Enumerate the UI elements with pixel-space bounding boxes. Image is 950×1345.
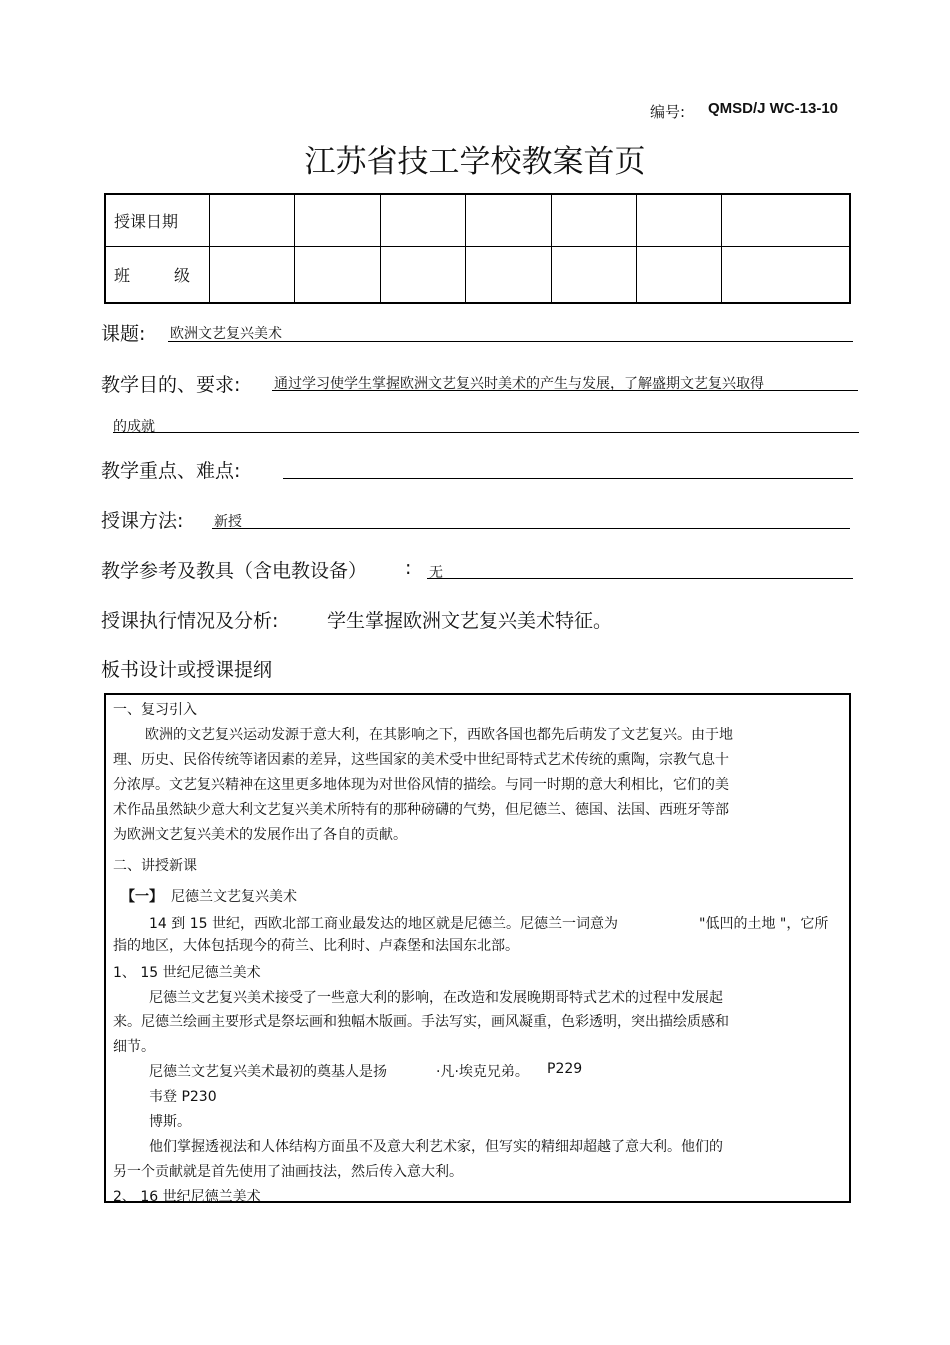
section2-paragraph-line: "低凹的土地 "，它所 <box>699 916 829 932</box>
item1-title: 1、 15 世纪尼德兰美术 <box>113 965 261 981</box>
date-cell[interactable] <box>551 194 636 246</box>
section1-paragraph-line: 欧洲的文艺复兴运动发源于意大利，在其影响之下，西欧各国也都先后萌发了文艺复兴。由于地 <box>145 727 733 743</box>
item1-paragraph-line: 来。尼德兰绘画主要形式是祭坛画和独幅木版画。手法写实，画风凝重，色彩透明，突出描绘质感和 <box>113 1014 729 1030</box>
date-cell[interactable] <box>636 194 721 246</box>
date-cell[interactable] <box>466 194 551 246</box>
item1-paragraph-line: 尼德兰文艺复兴美术接受了一些意大利的影响，在改造和发展晚期哥特式艺术的过程中发展起 <box>149 990 723 1006</box>
goal-label: 教学目的、要求: <box>101 374 241 396</box>
section2-title: 二、讲授新课 <box>113 858 197 874</box>
schedule-table <box>104 193 851 304</box>
reference-label: 教学参考及教具（含电教设备） <box>101 560 368 582</box>
section1-paragraph-line: 理、历史、民俗传统等诸因素的差异，这些国家的美术受中世纪哥特式艺术传统的熏陶，宗教气息十 <box>113 752 729 768</box>
class-cell[interactable] <box>722 246 850 303</box>
goal-value-line2[interactable]: 的成就 <box>113 419 155 435</box>
goal-value-line1[interactable]: 通过学习使学生掌握欧洲文艺复兴时美术的产生与发展，了解盛期文艺复兴取得 <box>274 376 764 392</box>
item2-title: 2、 16 世纪尼德兰美术 <box>113 1189 261 1205</box>
outline-box <box>104 693 851 1203</box>
class-cell[interactable] <box>295 246 380 303</box>
class-label: 班 级 <box>105 246 210 303</box>
reference-colon: : <box>405 557 412 579</box>
section1-title: 一、复习引入 <box>113 702 197 718</box>
document-code-label: 编号: <box>650 103 686 121</box>
topic-label: 课题: <box>101 323 146 345</box>
section2-paragraph-line: 指的地区，大体包括现今的荷兰、比利时、卢森堡和法国东北部。 <box>113 938 519 954</box>
item1-paragraph-line: 尼德兰文艺复兴美术最初的奠基人是扬 <box>149 1064 387 1080</box>
date-cell[interactable] <box>380 194 465 246</box>
section2-paragraph-line: 14 到 15 世纪，西欧北部工商业最发达的地区就是尼德兰。尼德兰一词意为 <box>149 916 618 932</box>
goal-underline-2 <box>113 432 859 433</box>
date-cell[interactable] <box>722 194 850 246</box>
method-label: 授课方法: <box>101 510 184 532</box>
date-cell[interactable] <box>295 194 380 246</box>
key-points-underline[interactable] <box>283 478 853 479</box>
page-reference: P229 <box>547 1061 583 1077</box>
page-title: 江苏省技工学校教案首页 <box>304 144 646 180</box>
goal-underline-1 <box>272 390 858 391</box>
class-row <box>105 246 850 303</box>
method-value[interactable]: 新授 <box>214 514 242 530</box>
date-label: 授课日期 <box>105 194 210 246</box>
reference-underline <box>427 578 853 579</box>
date-row <box>105 194 850 246</box>
execution-label: 授课执行情况及分析: <box>101 610 279 632</box>
class-cell[interactable] <box>551 246 636 303</box>
topic-underline <box>168 341 853 342</box>
class-cell[interactable] <box>466 246 551 303</box>
execution-value[interactable]: 学生掌握欧洲文艺复兴美术特征。 <box>327 610 613 632</box>
section1-paragraph-line: 分浓厚。文艺复兴精神在这里更多地体现为对世俗风情的描绘。与同一时期的意大利相比，它们的美 <box>113 777 729 793</box>
section1-paragraph-line: 为欧洲文艺复兴美术的发展作出了各自的贡献。 <box>113 827 407 843</box>
class-cell[interactable] <box>210 246 295 303</box>
document-code-value: QMSD/J WC-13-10 <box>708 100 839 117</box>
key-points-label: 教学重点、难点: <box>101 460 241 482</box>
board-design-label: 板书设计或授课提纲 <box>101 659 273 681</box>
item1-paragraph-line: 细节。 <box>113 1039 155 1055</box>
method-underline <box>212 528 850 529</box>
reference-value[interactable]: 无 <box>429 565 443 581</box>
item1-paragraph-line: 博斯。 <box>149 1114 191 1130</box>
subsection-bracket: 【一】 <box>121 889 163 905</box>
item1-paragraph-line: 韦登 P230 <box>149 1089 217 1105</box>
date-cell[interactable] <box>210 194 295 246</box>
item1-paragraph-line: 他们掌握透视法和人体结构方面虽不及意大利艺术家，但写实的精细却超越了意大利。他们的 <box>149 1139 723 1155</box>
subsection-title: 尼德兰文艺复兴美术 <box>171 889 297 905</box>
item1-paragraph-line: 另一个贡献就是首先使用了油画技法，然后传入意大利。 <box>113 1164 463 1180</box>
topic-value[interactable]: 欧洲文艺复兴美术 <box>170 326 282 342</box>
class-cell[interactable] <box>636 246 721 303</box>
item1-paragraph-line: ·凡·埃克兄弟。 <box>436 1064 529 1080</box>
class-cell[interactable] <box>380 246 465 303</box>
section1-paragraph-line: 术作品虽然缺少意大利文艺复兴美术所特有的那种磅礴的气势，但尼德兰、德国、法国、西班牙等部 <box>113 802 729 818</box>
